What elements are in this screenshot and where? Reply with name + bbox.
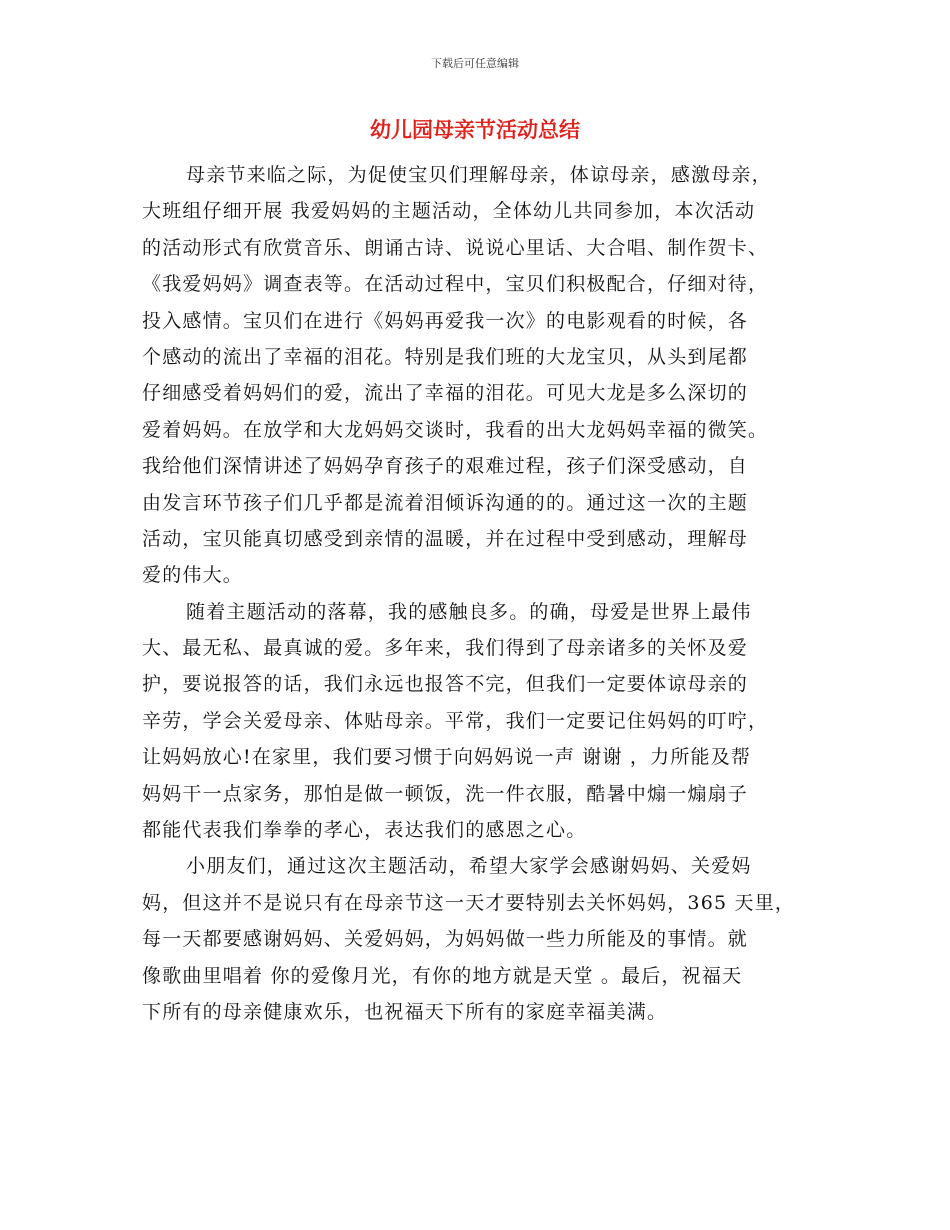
header-note: 下载后可任意编辑 <box>431 57 519 70</box>
text-line: 下所有的母亲健康欢乐，也祝福天下所有的家庭幸福美满。 <box>142 1000 668 1023</box>
text-line: 个感动的流出了幸福的泪花。特别是我们班的大龙宝贝，从头到尾都 <box>142 345 749 368</box>
text-line: 爱着妈妈。在放学和大龙妈妈交谈时，我看的出大龙妈妈幸福的微笑。 <box>142 418 769 441</box>
document-body <box>142 157 810 1030</box>
text-line: 辛劳，学会关爱母亲、体贴母亲。平常，我们一定要记住妈妈的叮咛， <box>142 709 769 732</box>
text-line: 大、最无私、最真诚的爱。多年来，我们得到了母亲诸多的关怀及爱 <box>142 637 749 660</box>
text-line: 仔细感受着妈妈们的爱，流出了幸福的泪花。可见大龙是多么深切的 <box>142 382 749 405</box>
text-line: 的活动形式有欣赏音乐、朗诵古诗、说说心里话、大合唱、制作贺卡、 <box>142 236 769 259</box>
text-line: 爱的伟大。 <box>142 564 244 587</box>
text-line: 大班组仔细开展 我爱妈妈的主题活动，全体幼儿共同参加，本次活动 <box>142 200 756 223</box>
text-line: 由发言环节孩子们几乎都是流着泪倾诉沟通的的。通过这一次的主题 <box>142 491 749 514</box>
text-line: 小朋友们，通过这次主题活动，希望大家学会感谢妈妈、关爱妈 <box>186 855 752 878</box>
text-line: 随着主题活动的落幕，我的感触良多。的确，母爱是世界上最伟 <box>186 600 752 623</box>
text-line: 妈，但这并不是说只有在母亲节这一天才要特别去关怀妈妈，365 天里， <box>142 891 796 914</box>
text-line: 活动，宝贝能真切感受到亲情的温暖，并在过程中受到感动，理解母 <box>142 527 749 550</box>
text-line: 让妈妈放心!在家里，我们要习惯于向妈妈说一声 谢谢 ，力所能及帮 <box>142 746 752 769</box>
text-line: 妈妈干一点家务，那怕是做一顿饭，洗一件衣服，酷暑中煽一煽扇子 <box>142 782 749 805</box>
paragraph-3 <box>142 848 810 1030</box>
text-line: 《我爱妈妈》调查表等。在活动过程中，宝贝们积极配合，仔细对待， <box>142 273 769 296</box>
text-line: 我给他们深情讲述了妈妈孕育孩子的艰难过程，孩子们深受感动，自 <box>142 455 749 478</box>
text-line: 投入感情。宝贝们在进行《妈妈再爱我一次》的电影观看的时候，各 <box>142 309 749 332</box>
text-line: 护，要说报答的话，我们永远也报答不完，但我们一定要体谅母亲的 <box>142 673 749 696</box>
text-line: 都能代表我们拳拳的孝心，表达我们的感恩之心。 <box>142 819 587 842</box>
text-line: 像歌曲里唱着 你的爱像月光，有你的地方就是天堂 。最后，祝福天 <box>142 964 743 987</box>
text-line: 母亲节来临之际，为促使宝贝们理解母亲，体谅母亲，感激母亲， <box>186 164 772 186</box>
paragraph-2 <box>142 594 810 849</box>
paragraph-1 <box>142 157 810 594</box>
text-line: 每一天都要感谢妈妈、关爱妈妈，为妈妈做一些力所能及的事情。就 <box>142 928 749 951</box>
document-title: 幼儿园母亲节活动总结 <box>370 118 580 142</box>
